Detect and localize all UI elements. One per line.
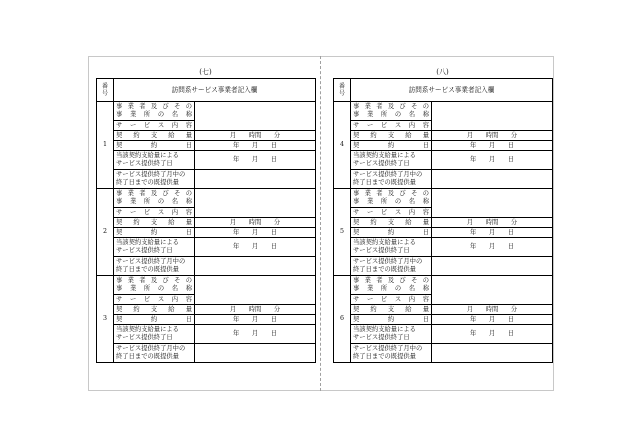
- label-end-date: 当該契約支給量による サービス提供終了日: [114, 238, 195, 257]
- used-amount-field[interactable]: [432, 257, 553, 276]
- contract-date-field[interactable]: 年 月 日: [432, 315, 553, 325]
- provider-name-field[interactable]: [432, 102, 553, 131]
- provider-name-field[interactable]: [195, 189, 316, 218]
- entry-number: 3: [97, 276, 114, 363]
- provider-name-field[interactable]: [195, 276, 316, 305]
- label-provider: 事業者及びその 事業所の名称: [114, 102, 195, 121]
- label-end-date: 当該契約支給量による サービス提供終了日: [351, 151, 432, 170]
- label-contract-date: 契約日: [114, 141, 195, 151]
- label-amount: 契約支給量: [351, 218, 432, 228]
- label-used-amount: サービス提供終了月中の 終了日までの既提供量: [114, 344, 195, 363]
- label-contract-date: 契約日: [114, 315, 195, 325]
- header-title: 訪問系サービス事業者記入欄: [114, 79, 316, 102]
- label-provider: 事業者及びその 事業所の名称: [351, 189, 432, 208]
- contract-date-field[interactable]: 年 月 日: [432, 228, 553, 238]
- label-amount: 契約支給量: [114, 218, 195, 228]
- label-end-date: 当該契約支給量による サービス提供終了日: [351, 238, 432, 257]
- entry-number: 5: [334, 189, 351, 276]
- provider-name-field[interactable]: [432, 276, 553, 305]
- label-provider: 事業者及びその 事業所の名称: [351, 276, 432, 295]
- header-title: 訪問系サービス事業者記入欄: [351, 79, 553, 102]
- label-end-date: 当該契約支給量による サービス提供終了日: [114, 151, 195, 170]
- header-number: 番 号: [334, 79, 351, 102]
- label-used-amount: サービス提供終了月中の 終了日までの既提供量: [351, 170, 432, 189]
- label-service: サービス内容: [351, 208, 432, 218]
- contract-date-field[interactable]: 年 月 日: [195, 141, 316, 151]
- label-provider: 事業者及びその 事業所の名称: [114, 276, 195, 295]
- end-date-field[interactable]: 年 月 日: [195, 238, 316, 257]
- label-contract-date: 契約日: [114, 228, 195, 238]
- amount-field[interactable]: 月 時間 分: [432, 131, 553, 141]
- label-end-date: 当該契約支給量による サービス提供終了日: [351, 325, 432, 344]
- label-provider: 事業者及びその 事業所の名称: [351, 102, 432, 121]
- amount-field[interactable]: 月 時間 分: [432, 218, 553, 228]
- contract-date-field[interactable]: 年 月 日: [432, 141, 553, 151]
- used-amount-field[interactable]: [195, 170, 316, 189]
- amount-field[interactable]: 月 時間 分: [195, 218, 316, 228]
- end-date-field[interactable]: 年 月 日: [195, 151, 316, 170]
- label-amount: 契約支給量: [351, 131, 432, 141]
- amount-field[interactable]: 月 時間 分: [195, 131, 316, 141]
- amount-field[interactable]: 月 時間 分: [432, 305, 553, 315]
- entry-number: 1: [97, 102, 114, 189]
- label-contract-date: 契約日: [351, 228, 432, 238]
- label-service: サービス内容: [114, 295, 195, 305]
- provider-name-field[interactable]: [432, 189, 553, 218]
- entry-number: 6: [334, 276, 351, 363]
- provider-name-field[interactable]: [195, 102, 316, 131]
- label-service: サービス内容: [351, 295, 432, 305]
- label-contract-date: 契約日: [351, 315, 432, 325]
- label-used-amount: サービス提供終了月中の 終了日までの既提供量: [351, 257, 432, 276]
- label-amount: 契約支給量: [114, 131, 195, 141]
- fold-line: [320, 56, 321, 391]
- label-contract-date: 契約日: [351, 141, 432, 151]
- label-amount: 契約支給量: [114, 305, 195, 315]
- label-used-amount: サービス提供終了月中の 終了日までの既提供量: [351, 344, 432, 363]
- contract-date-field[interactable]: 年 月 日: [195, 228, 316, 238]
- label-used-amount: サービス提供終了月中の 終了日までの既提供量: [114, 257, 195, 276]
- used-amount-field[interactable]: [195, 257, 316, 276]
- end-date-field[interactable]: 年 月 日: [432, 238, 553, 257]
- entry-number: 2: [97, 189, 114, 276]
- end-date-field[interactable]: 年 月 日: [195, 325, 316, 344]
- panel-left: [96, 66, 315, 363]
- provider-table: [333, 78, 553, 363]
- end-date-field[interactable]: 年 月 日: [432, 325, 553, 344]
- header-number: 番 号: [97, 79, 114, 102]
- used-amount-field[interactable]: [195, 344, 316, 363]
- provider-table: [96, 78, 316, 363]
- contract-date-field[interactable]: 年 月 日: [195, 315, 316, 325]
- label-used-amount: サービス提供終了月中の 終了日までの既提供量: [114, 170, 195, 189]
- label-service: サービス内容: [114, 121, 195, 131]
- label-amount: 契約支給量: [351, 305, 432, 315]
- used-amount-field[interactable]: [432, 170, 553, 189]
- panel-title: (七): [199, 68, 212, 76]
- used-amount-field[interactable]: [432, 344, 553, 363]
- label-end-date: 当該契約支給量による サービス提供終了日: [114, 325, 195, 344]
- label-service: サービス内容: [351, 121, 432, 131]
- label-provider: 事業者及びその 事業所の名称: [114, 189, 195, 208]
- label-service: サービス内容: [114, 208, 195, 218]
- end-date-field[interactable]: 年 月 日: [432, 151, 553, 170]
- panel-title: (八): [436, 68, 449, 76]
- amount-field[interactable]: 月 時間 分: [195, 305, 316, 315]
- panel-right: [333, 66, 552, 363]
- entry-number: 4: [334, 102, 351, 189]
